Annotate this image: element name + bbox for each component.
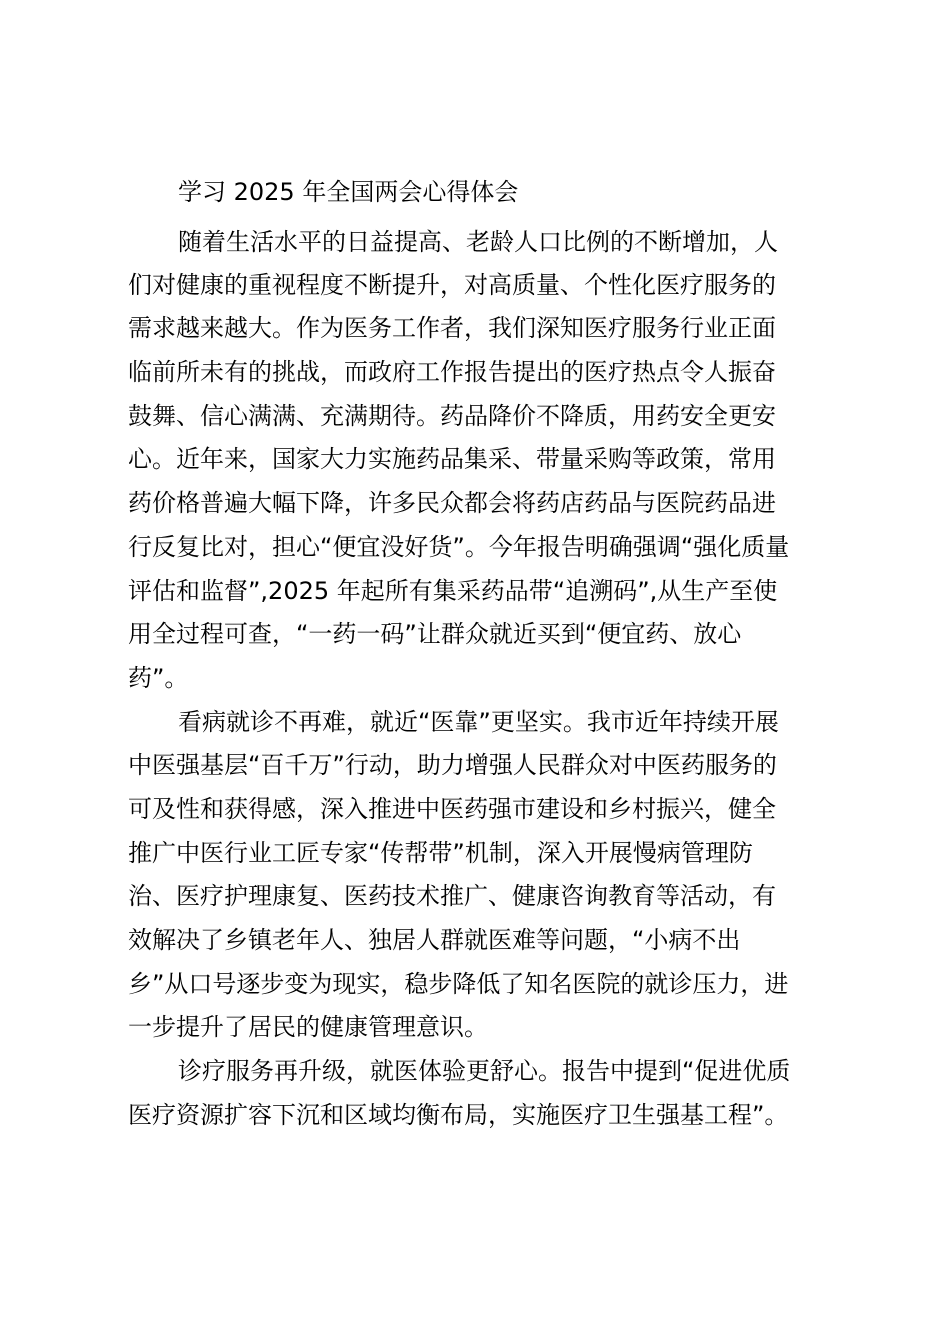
- paragraph-line: 需求越来越大。作为医务工作者，我们深知医疗服务行业正面: [128, 314, 776, 342]
- paragraph-line: 心。近年来，国家大力实施药品集采、带量采购等政策，常用: [128, 445, 776, 473]
- document-title: 学习 2025 年全国两会心得体会: [178, 178, 519, 206]
- paragraph-line: 临前所未有的挑战，而政府工作报告提出的医疗热点令人振奋: [128, 358, 776, 386]
- paragraph-line: 评估和监督”,2025 年起所有集采药品带“追溯码”,从生产至使: [128, 577, 778, 605]
- paragraph-line: 行反复比对，担心“便宜没好货”。今年报告明确强调“强化质量: [128, 533, 790, 561]
- paragraph-line: 效解决了乡镇老年人、独居人群就医难等问题，“小病不出: [128, 926, 741, 954]
- paragraph-line: 医疗资源扩容下沉和区域均衡布局，实施医疗卫生强基工程”。: [128, 1101, 789, 1129]
- paragraph-line: 中医强基层“百千万”行动，助力增强人民群众对中医药服务的: [128, 751, 777, 779]
- paragraph-line: 推广中医行业工匠专家“传帮带”机制，深入开展慢病管理防: [128, 839, 753, 867]
- paragraph-line: 鼓舞、信心满满、充满期待。药品降价不降质，用药安全更安: [128, 402, 776, 430]
- paragraph-line: 药”。: [128, 664, 189, 692]
- paragraph-line: 随着生活水平的日益提高、老龄人口比例的不断增加，人: [178, 228, 778, 256]
- paragraph-line: 们对健康的重视程度不断提升，对高质量、个性化医疗服务的: [128, 271, 776, 299]
- paragraph-line: 诊疗服务再升级，就医体验更舒心。报告中提到“促进优质: [178, 1057, 791, 1085]
- paragraph-line: 乡”从口号逐步变为现实，稳步降低了知名医院的就诊压力，进: [128, 970, 789, 998]
- paragraph-line: 用全过程可查，“一药一码”让群众就近买到“便宜药、放心: [128, 620, 742, 648]
- paragraph-line: 可及性和获得感，深入推进中医药强市建设和乡村振兴，健全: [128, 795, 776, 823]
- paragraph-line: 药价格普遍大幅下降，许多民众都会将药店药品与医院药品进: [128, 489, 776, 517]
- paragraph-line: 治、医疗护理康复、医药技术推广、健康咨询教育等活动，有: [128, 882, 776, 910]
- paragraph-line: 一步提升了居民的健康管理意识。: [128, 1013, 488, 1041]
- paragraph-line: 看病就诊不再难，就近“医靠”更坚实。我市近年持续开展: [178, 708, 779, 736]
